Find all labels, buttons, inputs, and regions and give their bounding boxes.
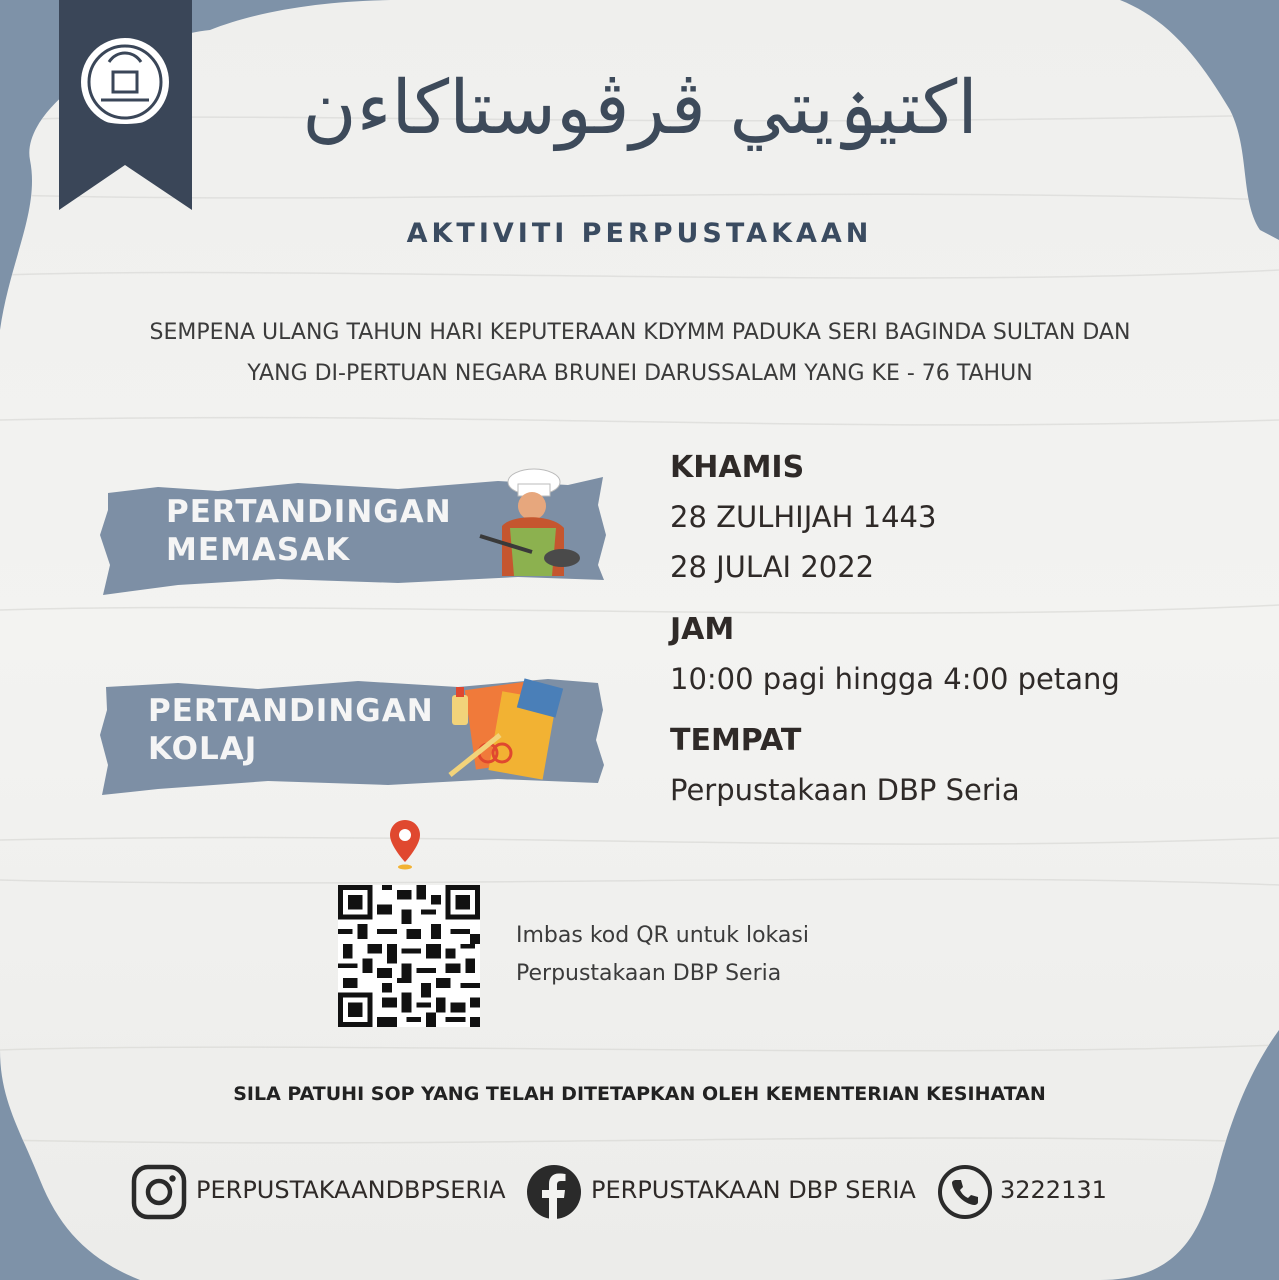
location-pin-icon [388, 818, 422, 872]
venue-label: TEMPAT [670, 723, 802, 758]
time-value: 10:00 pagi hingga 4:00 petang [670, 662, 1120, 696]
instagram-icon[interactable] [131, 1164, 187, 1220]
collage-supplies-icon [440, 675, 580, 790]
page-subtitle: AKTIVITI PERPUSTAKAAN [406, 218, 873, 249]
time-label: JAM [670, 612, 735, 647]
qr-caption-line-2: Perpustakaan DBP Seria [516, 961, 782, 986]
qr-caption-line-1: Imbas kod QR untuk lokasi [516, 923, 809, 948]
phone-icon[interactable] [937, 1164, 993, 1220]
occasion-line-1: SEMPENA ULANG TAHUN HARI KEPUTERAAN KDYMM PADUKA SERI BAGINDA SULTAN DAN [149, 320, 1131, 345]
phone-number[interactable]: 3222131 [1000, 1176, 1107, 1204]
sop-notice: SILA PATUHI SOP YANG TELAH DITETAPKAN OLEH KEMENTERIAN KESIHATAN [233, 1083, 1046, 1105]
collage-label-line-1: PERTANDINGAN [148, 693, 434, 729]
emblem-ribbon [59, 0, 192, 210]
instagram-handle[interactable]: PERPUSTAKAANDBPSERIA [196, 1176, 506, 1204]
occasion-line-2: YANG DI-PERTUAN NEGARA BRUNEI DARUSSALAM YANG KE - 76 TAHUN [247, 361, 1033, 386]
date-gregorian: 28 JULAI 2022 [670, 550, 875, 584]
occasion-text [60, 312, 1220, 394]
collage-competition-label [148, 692, 434, 768]
location-qr-code[interactable] [338, 885, 480, 1027]
collage-label-line-2: KOLAJ [148, 731, 258, 767]
venue-value: Perpustakaan DBP Seria [670, 773, 1020, 807]
facebook-icon[interactable] [526, 1164, 582, 1220]
date-hijri: 28 ZULHIJAH 1443 [670, 500, 937, 534]
day-label: KHAMIS [670, 450, 805, 485]
chef-cooking-icon [472, 466, 590, 584]
page-title-jawi: اکتيۏيتي ڤرڤوستاکاءن [302, 65, 978, 151]
cooking-label-line-1: PERTANDINGAN [166, 494, 452, 530]
facebook-handle[interactable]: PERPUSTAKAAN DBP SERIA [591, 1176, 916, 1204]
cooking-competition-label [166, 493, 452, 569]
cooking-label-line-2: MEMASAK [166, 532, 351, 568]
